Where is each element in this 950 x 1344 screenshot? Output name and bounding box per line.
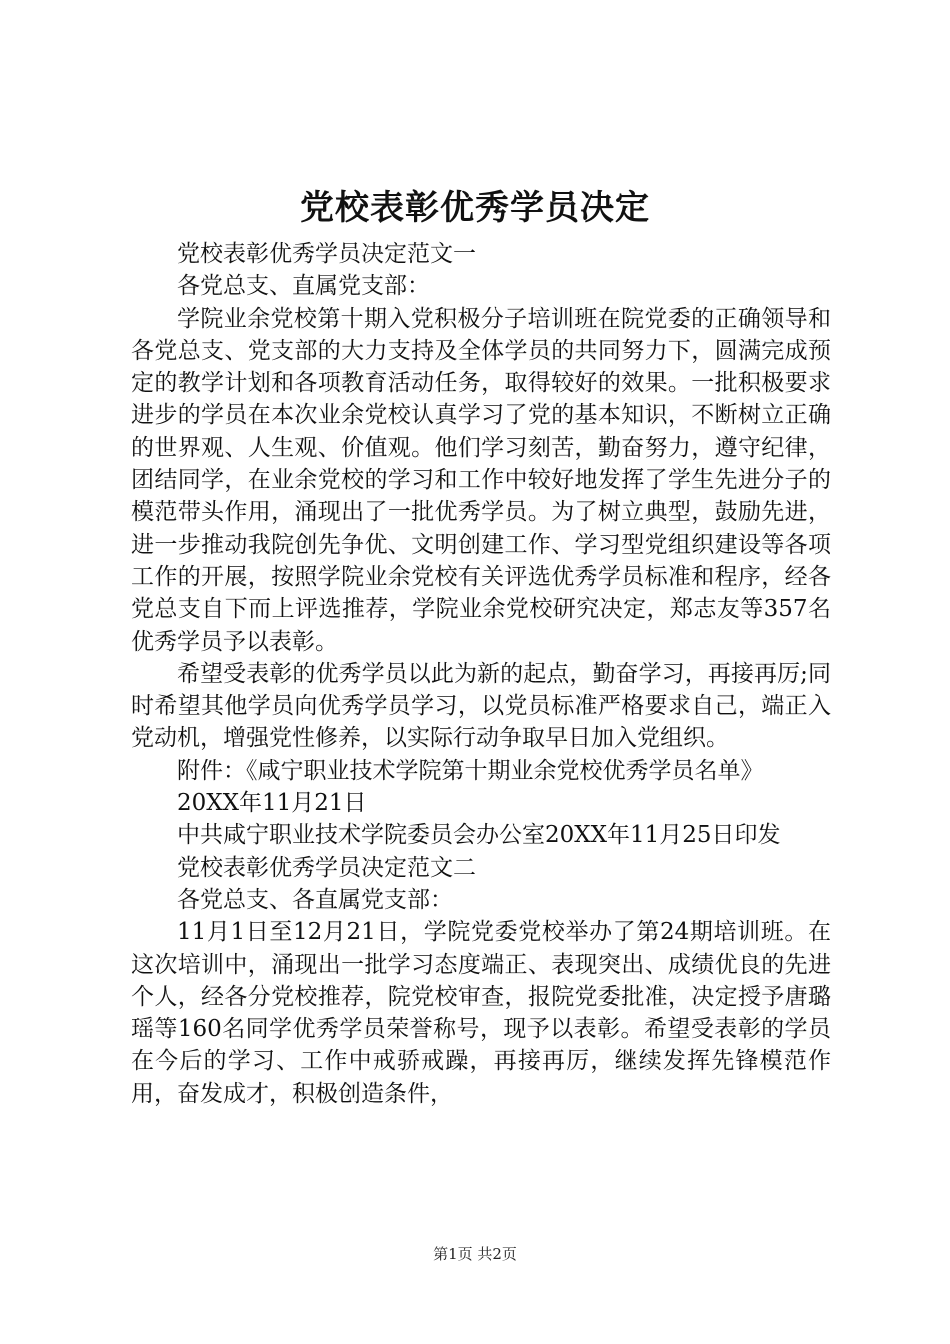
attachment-line: 附件：《咸宁职业技术学院第十期业余党校优秀学员名单》	[177, 757, 764, 784]
section-heading-1: 党校表彰优秀学员决定范文一	[177, 241, 476, 267]
document-title: 党校表彰优秀学员决定	[300, 188, 650, 228]
salutation-2: 各党总支、各直属党支部：	[177, 886, 453, 913]
section-heading-2: 党校表彰优秀学员决定范文二	[177, 854, 476, 881]
paragraph: 11月1日至12月21日，学院党委党校举办了第24期培训班。在这次培训中，涌现出一批学习态度端正、表现突出、成绩优良的先进个人，经各分党校推荐，院党校审查，报院党委批准，决定授予唐璐瑶等160名同学优秀学员荣誉称号，现予以表彰。希望受表彰的学员在今后的学习、工作中戒骄戒躁，再接再厉，继续发挥先锋模范作用，奋发成才，积极创造条件，	[131, 919, 831, 1107]
paragraph: 希望受表彰的优秀学员以此为新的起点，勤奋学习，再接再厉;同时希望其他学员向优秀学员学习，以党员标准严格要求自己，端正入党动机，增强党性修养，以实际行动争取早日加入党组织。	[131, 660, 831, 752]
page-number: 第1页 共2页	[433, 1245, 517, 1263]
paragraph: 学院业余党校第十期入党积极分子培训班在院党委的正确领导和各党总支、党支部的大力支持及全体学员的共同努力下，圆满完成预定的教学计划和各项教育活动任务，取得较好的效果。一批积极要求进步的学员在本次业余党校认真学习了党的基本知识，不断树立正确的世界观、人生观、价值观。他们学习刻苦，勤奋努力，遵守纪律，团结同学，在业余党校的学习和工作中较好地发挥了学生先进分子的模范带头作用，涌现出了一批优秀学员。为了树立典型，鼓励先进，进一步推动我院创先争优、文明创建工作、学习型党组织建设等各项工作的开展，按照学院业余党校有关评选优秀学员标准和程序，经各党总支自下而上评选推荐，学院业余党校研究决定，郑志友等357名优秀学员予以表彰。	[131, 305, 831, 655]
salutation-1: 各党总支、直属党支部：	[177, 273, 430, 300]
issuer-line: 中共咸宁职业技术学院委员会办公室20XX年11月25日印发	[177, 822, 781, 849]
date-line: 20XX年11月21日	[177, 790, 367, 817]
document-body	[131, 238, 831, 1110]
